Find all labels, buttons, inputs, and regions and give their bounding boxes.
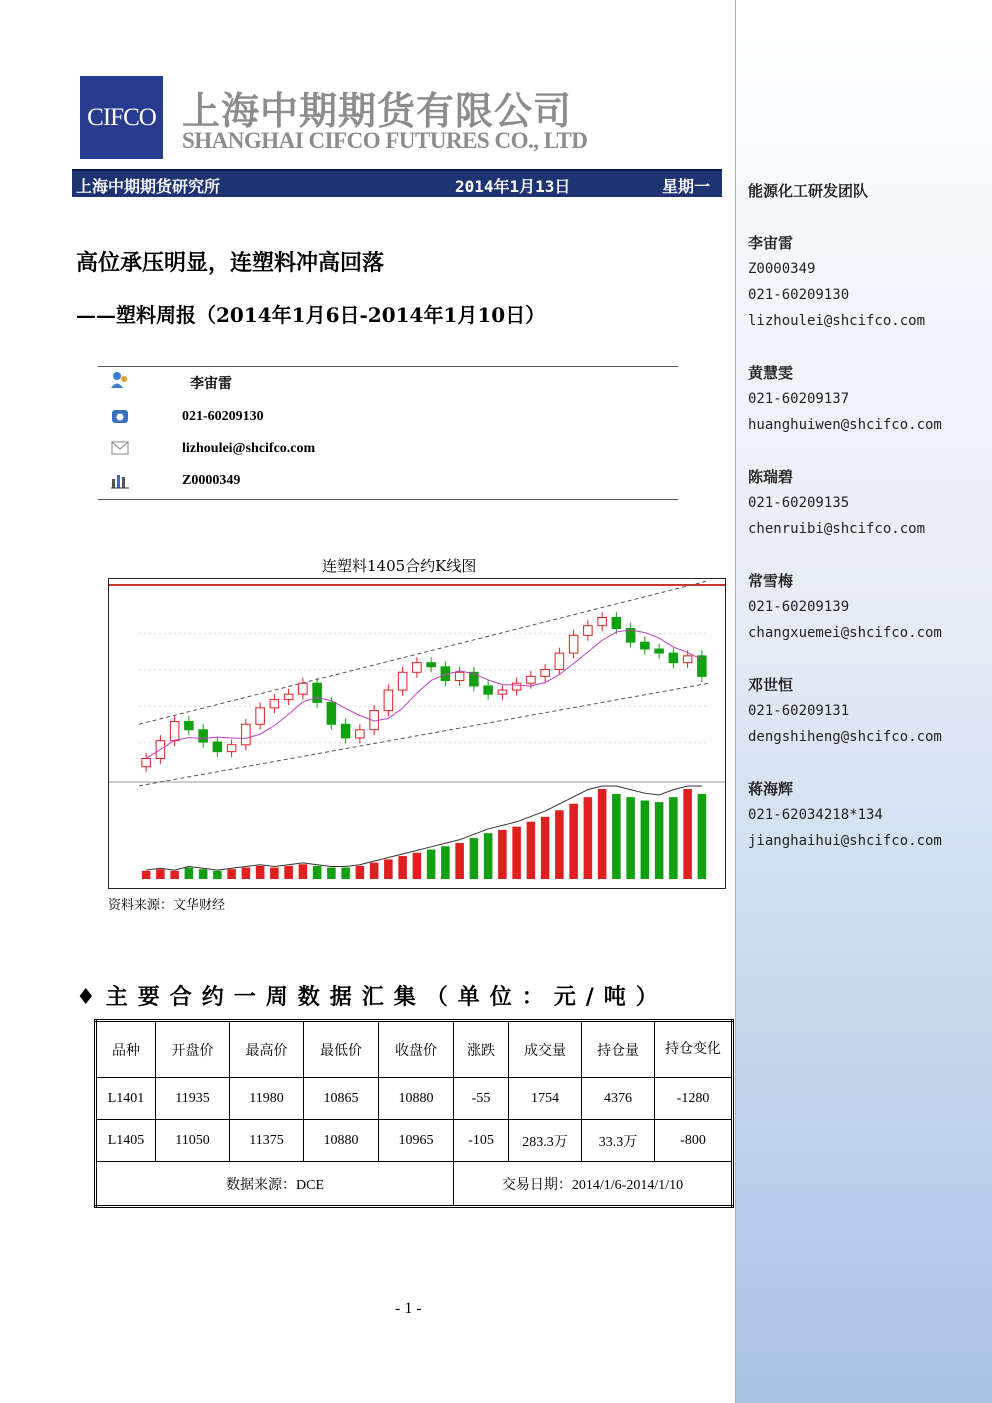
table-header: 最低价 — [304, 1021, 379, 1078]
table-cell: L1405 — [96, 1120, 156, 1162]
candle-body — [427, 663, 436, 667]
table-cell: 33.3万 — [582, 1120, 655, 1162]
table-cell: 283.3万 — [509, 1120, 582, 1162]
candle-body — [384, 690, 393, 711]
kline-chart — [108, 578, 726, 889]
volume-bar — [370, 863, 379, 879]
volume-bar — [256, 866, 265, 879]
volume-bar — [199, 869, 208, 879]
member-email[interactable]: chenruibi@shcifco.com — [748, 521, 926, 537]
volume-bar — [470, 838, 479, 879]
candle-body — [413, 663, 422, 673]
table-cell: -1280 — [655, 1078, 733, 1120]
candle-body — [512, 683, 521, 690]
author-email-row — [98, 437, 678, 465]
table-header: 持仓变化 — [655, 1021, 733, 1078]
member-name: 陈瑞碧 — [748, 468, 794, 486]
table-header: 品种 — [96, 1021, 156, 1078]
table-footer-row — [96, 1162, 733, 1207]
author-name: 李宙雷 — [190, 377, 232, 392]
report-subtitle: ——塑料周报（2014年1月6日-2014年1月10日） — [76, 303, 546, 327]
candle-body — [341, 724, 350, 738]
candle-body — [256, 708, 265, 724]
volume-bar — [527, 822, 536, 879]
candle-body — [484, 686, 493, 694]
candle-body — [555, 653, 564, 669]
volume-bar — [598, 789, 607, 879]
report-date: 2014年1月13日 — [455, 177, 571, 196]
table-cell: 10965 — [379, 1120, 454, 1162]
diamond-bullet-icon: ♦ — [76, 984, 96, 1010]
volume-bar — [427, 850, 436, 879]
table-cell: -105 — [454, 1120, 509, 1162]
table-header-row — [96, 1021, 733, 1078]
volume-bar — [341, 868, 350, 879]
member-license: Z0000349 — [748, 261, 816, 277]
candle-body — [398, 672, 407, 690]
mail-icon — [110, 439, 130, 457]
candle-body — [313, 683, 322, 702]
member-phone: 021-60209130 — [748, 287, 850, 303]
volume-bar — [612, 794, 621, 879]
volume-bar — [555, 810, 564, 879]
table-header: 成交量 — [509, 1021, 582, 1078]
chart-icon — [110, 471, 130, 489]
member-email[interactable]: dengshiheng@shcifco.com — [748, 729, 942, 745]
author-phone-row — [98, 405, 678, 433]
candle-body — [327, 702, 336, 724]
table-cell: 11980 — [230, 1078, 304, 1120]
table-cell: 10880 — [379, 1078, 454, 1120]
volume-bar — [541, 817, 550, 879]
volume-bar — [641, 800, 650, 879]
candle-body — [455, 672, 464, 680]
member-name: 蒋海辉 — [748, 780, 794, 798]
candle-body — [284, 694, 293, 699]
volume-bar — [185, 868, 194, 879]
member-phone: 021-60209139 — [748, 599, 850, 615]
chart-caption: 连塑料1405合约K线图 — [322, 557, 477, 575]
member-card — [748, 672, 942, 750]
candle-body — [584, 626, 593, 636]
table-cell: 11050 — [156, 1120, 230, 1162]
volume-bar — [512, 827, 521, 879]
volume-bar — [270, 868, 279, 879]
candle-body — [498, 690, 507, 694]
page-number: - 1 - — [395, 1300, 422, 1317]
candle-body — [170, 722, 179, 741]
table-cell: 10865 — [304, 1078, 379, 1120]
volume-bar — [413, 853, 422, 879]
member-name: 黄慧雯 — [748, 364, 794, 382]
candle-body — [270, 700, 279, 708]
member-card — [748, 360, 942, 438]
volume-bar — [498, 830, 507, 879]
candle-body — [299, 683, 308, 694]
candle-body — [612, 618, 621, 629]
volume-bar — [284, 866, 293, 879]
volume-bar — [313, 866, 322, 879]
table-cell: -55 — [454, 1078, 509, 1120]
candle-body — [185, 722, 194, 730]
volume-bar — [327, 868, 336, 879]
candle-body — [199, 730, 208, 742]
member-card — [748, 776, 942, 854]
table-cell: L1401 — [96, 1078, 156, 1120]
table-cell: 11935 — [156, 1078, 230, 1120]
member-card — [748, 568, 942, 646]
candle-body — [541, 670, 550, 677]
volume-bar — [626, 797, 635, 879]
table-row — [96, 1120, 733, 1162]
author-name-row — [98, 369, 678, 397]
section-heading — [76, 980, 668, 1011]
candle-body — [356, 730, 365, 738]
candle-body — [683, 656, 692, 663]
member-phone: 021-62034218*134 — [748, 807, 883, 823]
volume-bar — [356, 866, 365, 879]
volume-bar — [683, 789, 692, 879]
table-header: 收盘价 — [379, 1021, 454, 1078]
member-name: 李宙雷 — [748, 234, 794, 252]
member-name: 常雪梅 — [748, 572, 794, 590]
company-name-cn: 上海中期期货有限公司 — [182, 89, 573, 133]
volume-bar — [698, 794, 707, 879]
report-weekday: 星期一 — [662, 177, 711, 196]
table-header: 涨跌 — [454, 1021, 509, 1078]
member-name: 邓世恒 — [748, 676, 794, 694]
table-header: 开盘价 — [156, 1021, 230, 1078]
volume-bar — [655, 802, 664, 879]
candle-body — [598, 618, 607, 626]
volume-bar — [669, 797, 678, 879]
volume-bar — [156, 869, 165, 879]
volume-bar — [441, 846, 450, 879]
candle-body — [527, 676, 536, 683]
volume-bar — [398, 856, 407, 879]
table-header: 最高价 — [230, 1021, 304, 1078]
person-icon — [110, 371, 130, 389]
kline-chart-svg — [109, 579, 725, 888]
weekly-data-table — [94, 1019, 734, 1208]
table-cell: 11375 — [230, 1120, 304, 1162]
table-cell: -800 — [655, 1120, 733, 1162]
volume-bar — [455, 843, 464, 879]
author-phone: 021-60209130 — [182, 409, 264, 424]
member-card — [748, 230, 925, 334]
member-email[interactable]: huanghuiwen@shcifco.com — [748, 417, 942, 433]
team-title: 能源化工研发团队 — [748, 182, 869, 200]
table-source: 数据来源：DCE — [96, 1162, 454, 1207]
volume-bar — [569, 804, 578, 879]
volume-bar — [299, 864, 308, 879]
volume-bar — [584, 797, 593, 879]
author-email[interactable]: lizhoulei@shcifco.com — [182, 441, 316, 456]
section-title: 主要合约一周数据汇集（单位：元/吨） — [105, 984, 668, 1010]
volume-bar — [142, 871, 151, 879]
table-cell: 10880 — [304, 1120, 379, 1162]
candle-body — [641, 642, 650, 649]
member-email[interactable]: jianghaihui@shcifco.com — [748, 833, 942, 849]
company-name-en: SHANGHAI CIFCO FUTURES CO., LTD — [182, 128, 588, 153]
table-header: 持仓量 — [582, 1021, 655, 1078]
candle-body — [655, 649, 664, 653]
candle-body — [213, 742, 222, 752]
candle-body — [142, 758, 151, 766]
table-cell: 1754 — [509, 1078, 582, 1120]
candle-body — [227, 745, 236, 752]
candle-body — [470, 672, 479, 686]
table-date-range: 交易日期：2014/1/6-2014/1/10 — [454, 1162, 733, 1207]
chart-source: 资料来源：文华财经 — [108, 898, 226, 913]
volume-bar — [384, 859, 393, 879]
candle-body — [569, 635, 578, 653]
member-email[interactable]: changxuemei@shcifco.com — [748, 625, 942, 641]
candle-body — [242, 724, 251, 745]
author-license-row — [98, 469, 678, 497]
table-cell: 4376 — [582, 1078, 655, 1120]
member-phone: 021-60209131 — [748, 703, 850, 719]
member-card — [748, 464, 925, 542]
volume-bar — [213, 871, 222, 879]
volume-bar — [227, 869, 236, 879]
member-email[interactable]: lizhoulei@shcifco.com — [748, 313, 926, 329]
table-row — [96, 1078, 733, 1120]
candle-body — [669, 653, 678, 663]
member-phone: 021-60209135 — [748, 495, 850, 511]
volume-bar — [242, 868, 251, 879]
author-license: Z0000349 — [182, 473, 241, 488]
cifco-logo: CIFCO — [80, 76, 163, 159]
report-title: 高位承压明显，连塑料冲高回落 — [76, 250, 385, 276]
phone-icon — [110, 407, 130, 425]
institute-name: 上海中期期货研究所 — [76, 177, 221, 196]
volume-bar — [170, 871, 179, 879]
header-banner — [72, 169, 722, 197]
author-info-box — [98, 366, 678, 500]
member-phone: 021-60209137 — [748, 391, 850, 407]
volume-bar — [484, 833, 493, 879]
